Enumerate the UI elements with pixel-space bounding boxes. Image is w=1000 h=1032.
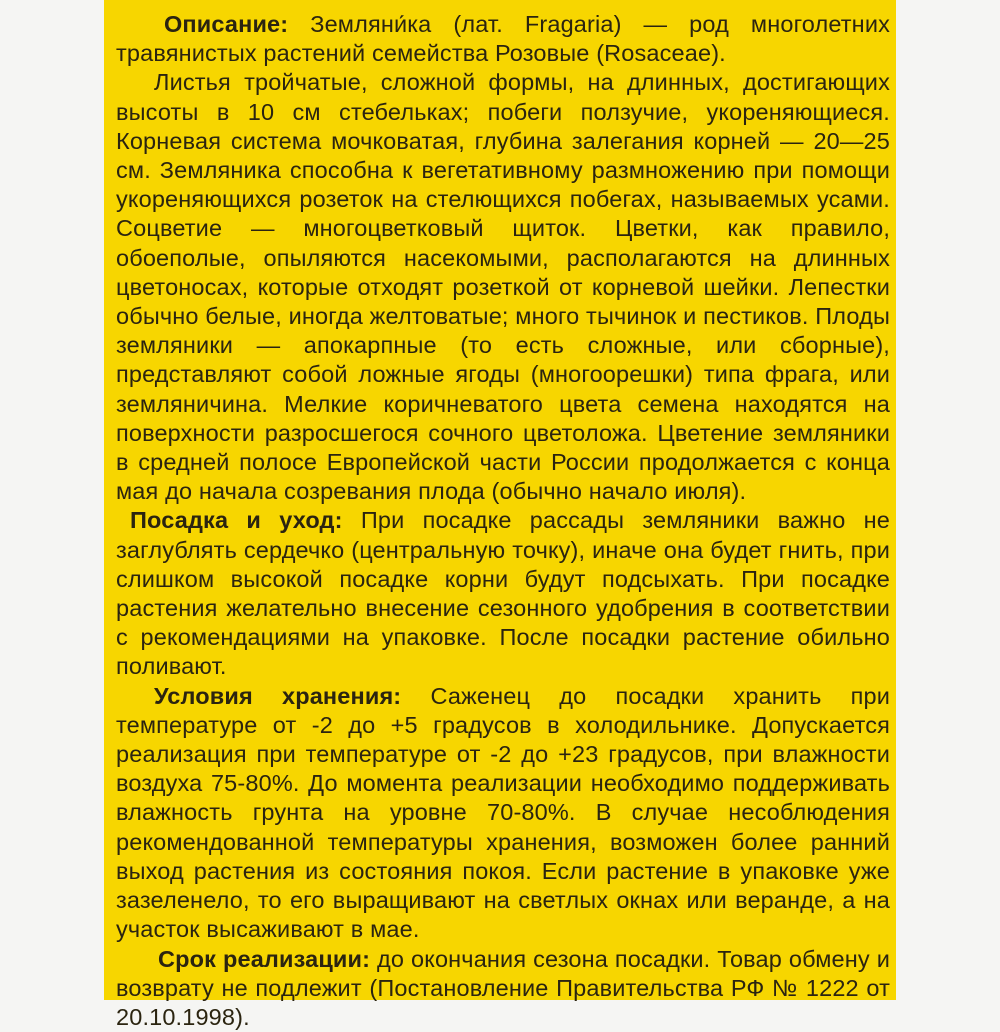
description-text: Земляни́ка (лат. Fragaria) — род многолетних травянистых растений семейства Розовые (Rosaceae). bbox=[116, 11, 890, 66]
planting-heading: Посадка и уход: bbox=[130, 507, 361, 533]
storage-heading: Условия хранения: bbox=[154, 683, 430, 709]
planting-text: При посадке рассады земляники важно не заглублять сердечко (центральную точку), иначе она будет гнить, при слишком высокой посадке корни будут подсыхать. При посадке растения желательно внесение сезонного удобрения в соответствии с рекомендациями на упаковке. После посадки растение обильно поливают. bbox=[116, 507, 890, 679]
botanical-description-text: Листья тройчатые, сложной формы, на длинных, достигающих высоты в 10 см стебельках; побеги ползучие, укореняющиеся. Корневая система мочковатая, глубина залегания корней — 20—25 см. Земляника способна к вегетативному размножению при помощи укореняющихся розеток на стелющихся побегах, называемых усами. Соцветие — многоцветковый щиток. Цветки, как правило, обоеполые, опыляются насекомыми, располагаются на длинных цветоносах, которые отходят розеткой от корневой шейки. Лепестки обычно белые, иногда желтоватые; много тычинок и пестиков. Плоды земляники — апокарпные (то есть сложные, или сборные), представляют собой ложные ягоды (многоорешки) типа фрага, или земляничина. Мелкие коричневатого цвета семена находятся на поверхности разросшегося сочного цветоложа. Цветение земляники в средней полосе Европейской части России продолжается с конца мая до начала созревания плода (обычно начало июля). bbox=[116, 69, 890, 504]
description-paragraph bbox=[116, 10, 890, 68]
shelf-life-heading: Срок реализации: bbox=[158, 946, 377, 972]
shelf-life-text: до окончания сезона посадки. Товар обмену и возврату не подлежит (Постановление Правительства РФ № 1222 от 20.10.1998). bbox=[116, 946, 890, 1030]
description-heading: Описание: bbox=[164, 11, 310, 37]
shelf-life-paragraph bbox=[116, 945, 890, 1032]
storage-paragraph bbox=[116, 682, 890, 945]
product-label bbox=[104, 0, 896, 1000]
storage-text: Саженец до посадки хранить при температуре от -2 до +5 градусов в холодильнике. Допускается реализация при температуре от -2 до +23 градусов, при влажности воздуха 75-80%. До момента реализации необходимо поддерживать влажность грунта на уровне 70-80%. В случае несоблюдения рекомендованной температуры хранения, возможен более ранний выход растения из состояния покоя. Если растение в упаковке уже зазеленело, то его выращивают на светлых окнах или веранде, а на участок высаживают в мае. bbox=[116, 683, 890, 943]
botanical-description-paragraph bbox=[116, 68, 890, 506]
planting-paragraph bbox=[116, 506, 890, 681]
